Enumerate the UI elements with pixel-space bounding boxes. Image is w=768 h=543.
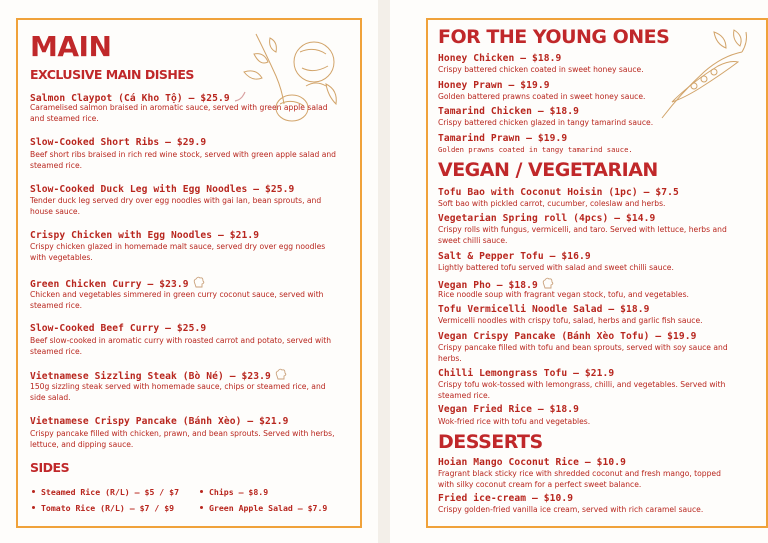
menu-item-desc: Fragrant black sticky rice with shredded coconut and fresh mango, topped with silky coconut cream for a perfect sweet balance. (438, 469, 721, 489)
menu-item-chilli-lemongrass-tofu: Chilli Lemongrass Tofu – $21.9 (438, 368, 615, 379)
menu-item-desc: Golden battered prawns coated in sweet honey sauce. (438, 92, 646, 101)
menu-item-honey-prawn: Honey Prawn – $19.9 (438, 80, 550, 91)
menu-item-desc: Rice noodle soup with fragrant vegan stock, tofu, and vegetables. (438, 290, 689, 299)
menu-item-crispy-pancake: Vietnamese Crispy Pancake (Bánh Xèo) – $21.9 (30, 416, 289, 427)
chilli-icon (233, 91, 247, 103)
menu-item-mango-coconut-rice: Hoian Mango Coconut Rice – $10.9 (438, 457, 627, 468)
menu-item-crispy-chicken-noodles: Crispy Chicken with Egg Noodles – $21.9 (30, 230, 260, 241)
menu-item-beef-curry: Slow-Cooked Beef Curry – $25.9 (30, 323, 207, 334)
menu-item-desc: 150g sizzling steak served with homemade sauce, chips or steamed rice, and side salad. (30, 382, 326, 402)
side-item: Steamed Rice (R/L) – $5 / $7 (32, 487, 179, 497)
menu-item-salmon-claypot: Salmon Claypot (Cá Kho Tộ) – $25.9 (30, 91, 247, 104)
menu-item-desc: Vermicelli noodles with crispy tofu, salad, herbs and garlic fish sauce. (438, 316, 703, 325)
menu-item-vegan-pho: Vegan Pho – $18.9 (438, 277, 555, 291)
menu-item-salt-pepper-tofu: Salt & Pepper Tofu – $16.9 (438, 251, 591, 262)
menu-item-desc: Lightly battered tofu served with salad and sweet chilli sauce. (438, 263, 674, 272)
menu-item-desc: Crispy rolls with fungus, vermicelli, and taro. Served with lettuce, herbs and sweet chilli sauce. (438, 225, 727, 245)
menu-item-desc: Soft bao with pickled carrot, cucumber, coleslaw and herbs. (438, 199, 666, 208)
menu-item-short-ribs: Slow-Cooked Short Ribs – $29.9 (30, 137, 207, 148)
menu-item-desc: Crispy battered chicken glazed in tangy tamarind sauce. (438, 118, 654, 127)
section-subtitle-exclusive: EXCLUSIVE MAIN DISHES (30, 67, 194, 82)
side-item: Tomato Rice (R/L) – $7 / $9 (32, 503, 174, 513)
chef-hat-icon (274, 368, 288, 381)
menu-item-duck-leg: Slow-Cooked Duck Leg with Egg Noodles – $25.9 (30, 184, 295, 195)
menu-item-desc: Crispy chicken glazed in homemade malt sauce, served dry over egg noodles with vegetables. (30, 242, 326, 262)
chef-hat-icon (192, 276, 206, 289)
menu-item-desc: Caramelised salmon braised in aromatic sauce, served with green apple salad and steamed rice. (30, 103, 328, 123)
menu-item-green-curry: Green Chicken Curry – $23.9 (30, 276, 206, 290)
menu-item-desc: Crispy pancake filled with tofu and bean sprouts, served with soy sauce and herbs. (438, 343, 728, 363)
section-title-vegan: VEGAN / VEGETARIAN (438, 159, 658, 181)
section-title-main: MAIN (30, 30, 112, 63)
menu-item-desc: Tender duck leg served dry over egg noodles with gai lan, bean sprouts, and house sauce. (30, 196, 322, 216)
menu-item-sizzling-steak: Vietnamese Sizzling Steak (Bò Né) – $23.9 (30, 368, 288, 382)
menu-item-desc: Golden prawns coated in tangy tamarind sauce. (438, 145, 633, 154)
section-title-young-ones: FOR THE YOUNG ONES (438, 26, 670, 48)
menu-item-fried-ice-cream: Fried ice-cream – $10.9 (438, 493, 574, 504)
menu-item-vermicelli-salad: Tofu Vermicelli Noodle Salad – $18.9 (438, 304, 650, 315)
menu-item-vegan-fried-rice: Vegan Fried Rice – $18.9 (438, 404, 580, 415)
menu-item-desc: Crispy battered chicken coated in sweet honey sauce. (438, 65, 644, 74)
side-item: Green Apple Salad – $7.9 (200, 503, 327, 513)
menu-item-desc: Crispy tofu wok-tossed with lemongrass, chilli, and vegetables. Served with steamed rice. (438, 380, 726, 400)
menu-item-tofu-bao: Tofu Bao with Coconut Hoisin (1pc) – $7.5 (438, 187, 679, 198)
menu-item-desc: Beef short ribs braised in rich red wine stock, served with green apple salad and steamed rice. (30, 150, 336, 170)
menu-item-desc: Crispy golden-fried vanilla ice cream, served with rich caramel sauce. (438, 505, 704, 514)
menu-item-honey-chicken: Honey Chicken – $18.9 (438, 53, 562, 64)
menu-page-left (0, 0, 378, 543)
menu-item-desc: Wok-fried rice with tofu and vegetables. (438, 417, 591, 426)
menu-item-tamarind-chicken: Tamarind Chicken – $18.9 (438, 106, 580, 117)
menu-item-desc: Chicken and vegetables simmered in green curry coconut sauce, served with steamed rice. (30, 290, 324, 310)
menu-item-spring-roll: Vegetarian Spring roll (4pcs) – $14.9 (438, 213, 656, 224)
menu-item-desc: Beef slow-cooked in aromatic curry with roasted carrot and potato, served with steamed rice. (30, 336, 332, 356)
section-title-desserts: DESSERTS (438, 431, 543, 453)
menu-item-desc: Crispy pancake filled with chicken, prawn, and bean sprouts. Served with herbs, lettuce, and dipping sauce. (30, 429, 335, 449)
chef-hat-icon (541, 277, 555, 290)
side-item: Chips – $8.9 (200, 487, 268, 497)
menu-item-vegan-pancake: Vegan Crispy Pancake (Bánh Xèo Tofu) – $19.9 (438, 331, 697, 342)
menu-item-tamarind-prawn: Tamarind Prawn – $19.9 (438, 133, 568, 144)
menu-page-right (390, 0, 768, 543)
section-title-sides: SIDES (30, 460, 70, 475)
